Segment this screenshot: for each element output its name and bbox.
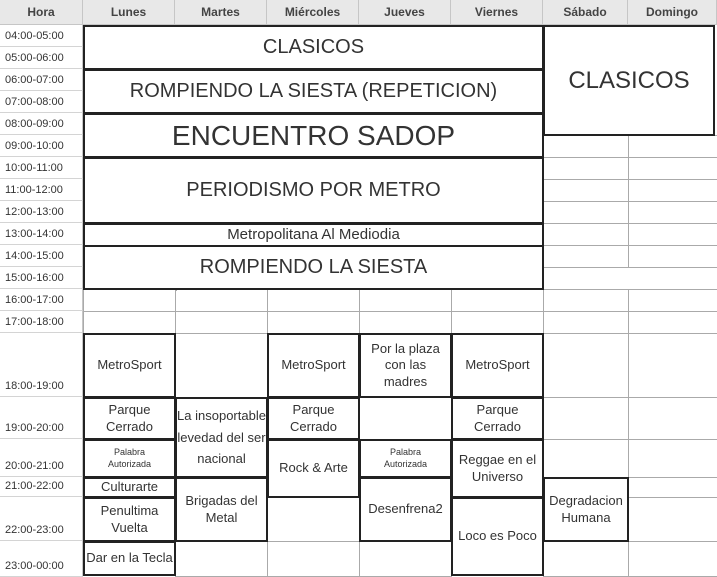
hour-cell[interactable]: 20:00-21:00 [0, 439, 83, 477]
program-parque-cerrado-miercoles[interactable]: Parque Cerrado [267, 397, 360, 440]
program-loco-es-poco[interactable]: Loco es Poco [451, 497, 544, 576]
header-martes[interactable]: Martes [175, 0, 267, 25]
program-parque-cerrado-viernes[interactable]: Parque Cerrado [451, 397, 544, 440]
program-rompiendo-la-siesta[interactable]: ROMPIENDO LA SIESTA [83, 245, 544, 290]
empty-cell[interactable] [543, 397, 629, 440]
empty-cell[interactable] [267, 541, 360, 577]
hour-cell[interactable]: 19:00-20:00 [0, 397, 83, 439]
empty-cell[interactable] [451, 311, 544, 334]
empty-cell[interactable] [628, 311, 717, 334]
empty-cell[interactable] [628, 245, 717, 268]
program-metrosport-lunes[interactable]: MetroSport [83, 333, 176, 398]
program-metrosport-viernes[interactable]: MetroSport [451, 333, 544, 398]
empty-cell[interactable] [267, 289, 360, 312]
program-clasicos[interactable]: CLASICOS [83, 25, 544, 70]
empty-cell[interactable] [175, 289, 268, 312]
program-degradacion-humana[interactable]: Degradacion Humana [543, 477, 629, 542]
hour-cell[interactable]: 23:00-00:00 [0, 541, 83, 577]
hour-cell[interactable]: 04:00-05:00 [0, 25, 83, 47]
empty-cell[interactable] [267, 497, 360, 542]
hour-cell[interactable]: 09:00-10:00 [0, 135, 83, 157]
program-metropolitana[interactable]: Metropolitana Al Mediodia [83, 223, 544, 247]
program-metrosport-miercoles[interactable]: MetroSport [267, 333, 360, 398]
hour-cell[interactable]: 14:00-15:00 [0, 245, 83, 267]
empty-cell[interactable] [628, 333, 717, 398]
empty-cell[interactable] [628, 477, 717, 498]
empty-cell[interactable] [628, 439, 717, 478]
empty-cell[interactable] [543, 541, 629, 577]
empty-cell[interactable] [628, 541, 717, 577]
hour-cell[interactable]: 16:00-17:00 [0, 289, 83, 311]
empty-cell[interactable] [628, 497, 717, 542]
empty-cell[interactable] [543, 311, 629, 334]
program-penultima-vuelta[interactable]: Penultima Vuelta [83, 497, 176, 542]
empty-cell[interactable] [175, 311, 268, 334]
empty-cell[interactable] [543, 245, 629, 268]
hour-cell[interactable]: 05:00-06:00 [0, 47, 83, 69]
program-desenfrena2[interactable]: Desenfrena2 [359, 477, 452, 542]
hour-cell[interactable]: 21:00-22:00 [0, 477, 83, 497]
hour-cell[interactable]: 18:00-19:00 [0, 333, 83, 397]
hour-cell[interactable]: 10:00-11:00 [0, 157, 83, 179]
empty-cell[interactable] [543, 333, 629, 398]
empty-cell[interactable] [543, 157, 629, 180]
program-brigadas-del-metal[interactable]: Brigadas del Metal [175, 477, 268, 542]
empty-cell[interactable] [175, 541, 268, 577]
empty-cell[interactable] [451, 289, 544, 312]
empty-cell[interactable] [543, 201, 629, 224]
empty-cell[interactable] [359, 541, 452, 577]
program-insoportable-levedad[interactable]: La insoportable levedad del ser nacional [175, 397, 268, 478]
program-periodismo-por-metro[interactable]: PERIODISMO POR METRO [83, 157, 544, 224]
hour-cell[interactable]: 22:00-23:00 [0, 497, 83, 541]
empty-cell[interactable] [267, 311, 360, 334]
header-miercoles[interactable]: Miércoles [267, 0, 359, 25]
hour-cell[interactable]: 17:00-18:00 [0, 311, 83, 333]
empty-cell[interactable] [175, 333, 268, 398]
empty-cell[interactable] [543, 179, 629, 202]
empty-cell[interactable] [359, 397, 452, 440]
header-sabado[interactable]: Sábado [543, 0, 628, 25]
hour-cell[interactable]: 15:00-16:00 [0, 267, 83, 289]
empty-cell[interactable] [628, 157, 717, 180]
empty-cell[interactable] [543, 439, 629, 478]
program-rock-arte[interactable]: Rock & Arte [267, 439, 360, 498]
empty-cell[interactable] [628, 201, 717, 224]
program-culturarte[interactable]: Culturarte [83, 477, 176, 498]
empty-cell[interactable] [628, 223, 717, 246]
header-jueves[interactable]: Jueves [359, 0, 451, 25]
empty-cell[interactable] [628, 179, 717, 202]
program-encuentro-sadop[interactable]: ENCUENTRO SADOP [83, 113, 544, 158]
empty-cell[interactable] [628, 289, 717, 312]
program-por-la-plaza[interactable]: Por la plaza con las madres [359, 333, 452, 398]
hour-cell[interactable]: 06:00-07:00 [0, 69, 83, 91]
program-clasicos-weekend[interactable]: CLASICOS [543, 25, 715, 136]
hour-cell[interactable]: 11:00-12:00 [0, 179, 83, 201]
empty-cell[interactable] [83, 311, 176, 334]
program-rompiendo-repeticion[interactable]: ROMPIENDO LA SIESTA (REPETICION) [83, 69, 544, 114]
hour-cell[interactable]: 12:00-13:00 [0, 201, 83, 223]
empty-cell[interactable] [628, 135, 717, 158]
program-palabra-autorizada-jueves[interactable]: Palabra Autorizada [359, 439, 452, 478]
header-domingo[interactable]: Domingo [628, 0, 717, 25]
empty-cell[interactable] [543, 135, 629, 158]
program-reggae[interactable]: Reggae en el Universo [451, 439, 544, 498]
hour-cell[interactable]: 13:00-14:00 [0, 223, 83, 245]
empty-cell[interactable] [628, 397, 717, 440]
header-hora[interactable]: Hora [0, 0, 83, 25]
program-palabra-autorizada-lunes[interactable]: Palabra Autorizada [83, 439, 176, 478]
empty-cell[interactable] [359, 311, 452, 334]
hour-cell[interactable]: 07:00-08:00 [0, 91, 83, 113]
empty-cell[interactable] [543, 289, 629, 312]
header-viernes[interactable]: Viernes [451, 0, 543, 25]
program-parque-cerrado-lunes[interactable]: Parque Cerrado [83, 397, 176, 440]
empty-cell[interactable] [359, 289, 452, 312]
program-dar-en-la-tecla[interactable]: Dar en la Tecla [83, 541, 176, 576]
hour-cell[interactable]: 08:00-09:00 [0, 113, 83, 135]
empty-cell[interactable] [83, 289, 176, 312]
header-lunes[interactable]: Lunes [83, 0, 175, 25]
empty-cell[interactable] [543, 223, 629, 246]
